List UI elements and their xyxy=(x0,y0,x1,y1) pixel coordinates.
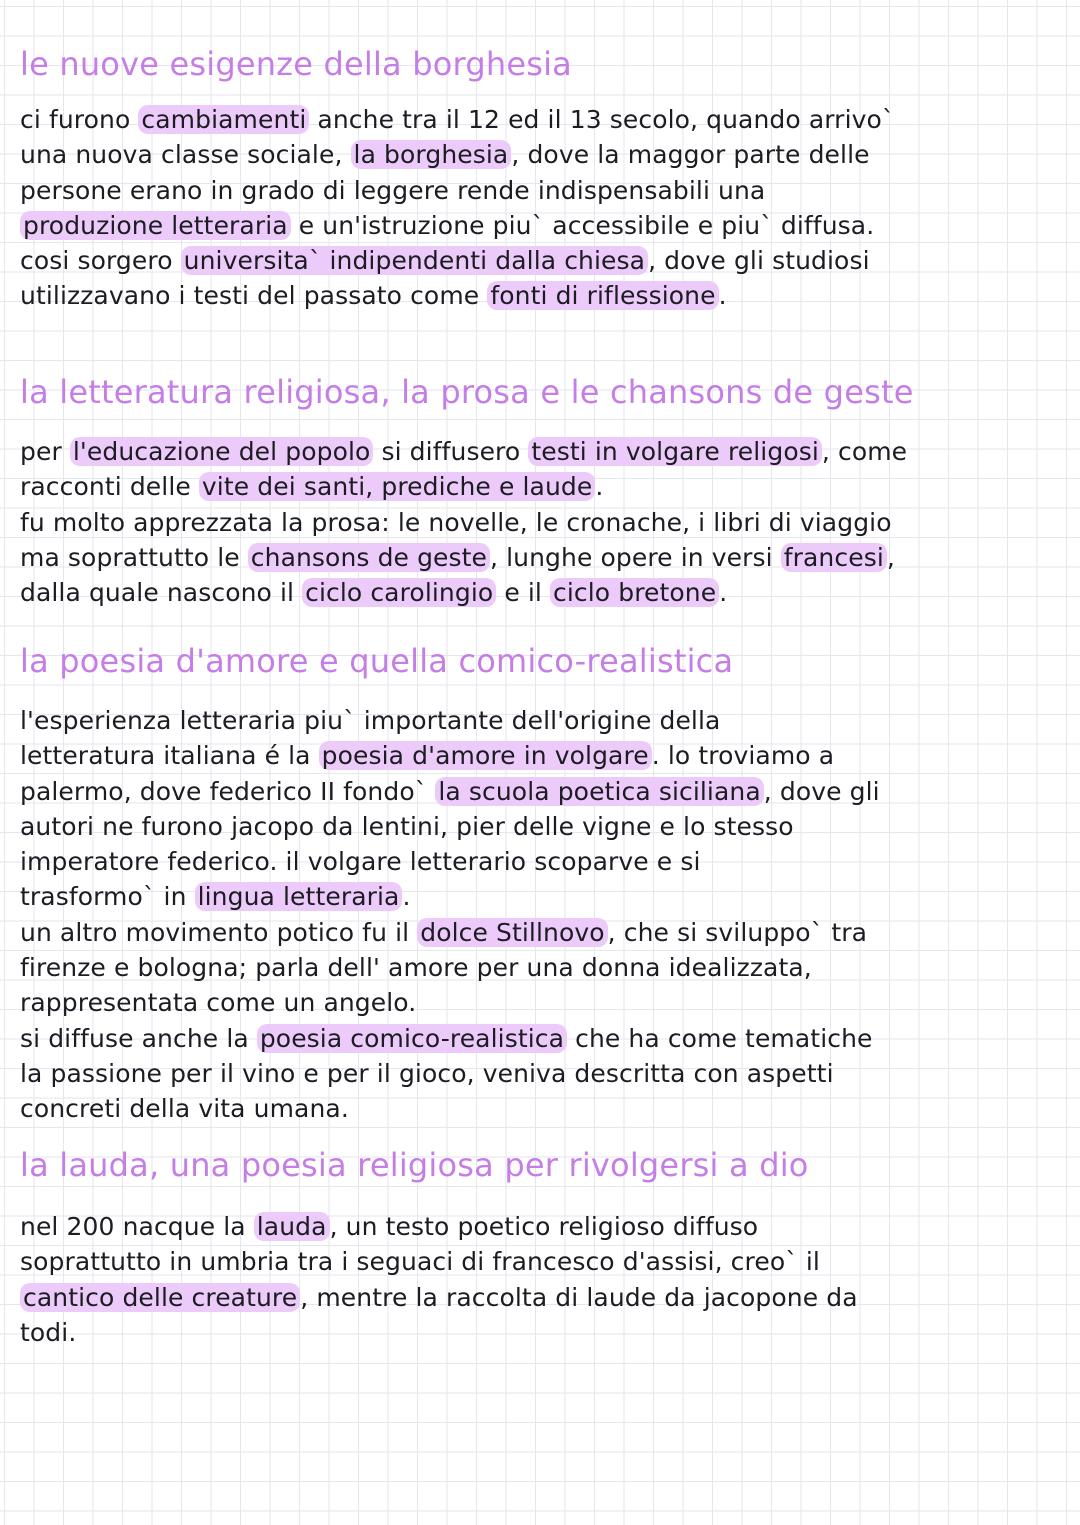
highlighted-text: produzione letteraria xyxy=(20,211,291,240)
text-segment: si diffusero xyxy=(373,437,529,466)
highlighted-text: testi in volgare religosi xyxy=(528,437,822,466)
text-line xyxy=(20,102,1065,137)
highlighted-text: l'educazione del popolo xyxy=(70,437,374,466)
text-segment: , come xyxy=(821,437,908,466)
text-segment: , mentre la raccolta di laude da jacopone da xyxy=(300,1282,858,1312)
text-line xyxy=(20,469,1065,504)
text-segment: , dove gli studiosi xyxy=(648,246,870,276)
text-segment: fu molto apprezzata la prosa: le novelle, le cronache, i libri di viaggio xyxy=(20,507,892,537)
text-line xyxy=(20,774,1065,809)
section-body xyxy=(20,1209,1065,1350)
text-segment: soprattutto in umbria tra i seguaci di francesco d'assisi, creo` il xyxy=(20,1247,820,1277)
highlighted-text: poesia d'amore in volgare xyxy=(319,741,652,770)
text-segment: autori ne furono jacopo da lentini, pier delle vigne e lo stesso xyxy=(20,811,794,841)
text-segment: nel 200 nacque la xyxy=(20,1212,254,1241)
text-line xyxy=(20,915,1065,950)
text-segment: rappresentata come un angelo. xyxy=(20,988,417,1018)
text-line xyxy=(20,985,1065,1020)
text-segment: firenze e bologna; parla dell' amore per una donna idealizzata, xyxy=(20,953,812,983)
text-line xyxy=(20,1056,1065,1091)
text-line xyxy=(20,1091,1065,1126)
text-segment: . xyxy=(402,882,411,912)
text-line xyxy=(20,1280,1065,1315)
text-line xyxy=(20,879,1065,914)
text-segment: concreti della vita umana. xyxy=(20,1094,349,1124)
section-borghesia xyxy=(20,44,1065,314)
text-line xyxy=(20,540,1065,575)
highlighted-text: cantico delle creature xyxy=(20,1283,300,1312)
text-segment: letteratura italiana é la xyxy=(20,741,319,771)
highlighted-text: la scuola poetica siciliana xyxy=(435,777,763,806)
text-segment: , dove gli xyxy=(763,776,880,806)
text-segment: persone erano in grado di leggere rende indispensabili una xyxy=(20,175,766,205)
text-line xyxy=(20,208,1065,243)
highlighted-text: fonti di riflessione xyxy=(487,281,718,310)
text-segment: , un testo poetico religioso diffuso xyxy=(329,1212,759,1241)
text-segment: . xyxy=(719,578,728,608)
section-heading: la poesia d'amore e quella comico-realistica xyxy=(20,642,734,680)
text-line xyxy=(20,434,1065,469)
section-body xyxy=(20,703,1065,1127)
text-segment: ma soprattutto le xyxy=(20,542,248,572)
text-segment: . xyxy=(718,281,727,311)
text-segment: palermo, dove federico II fondo` xyxy=(20,776,436,806)
highlighted-text: la borghesia xyxy=(351,140,512,169)
highlighted-text: chansons de geste xyxy=(248,543,490,572)
section-letteratura-religiosa xyxy=(20,372,1065,610)
highlighted-text: ciclo carolingio xyxy=(302,578,496,607)
text-segment: todi. xyxy=(20,1317,77,1347)
text-segment: che ha come tematiche xyxy=(567,1023,873,1053)
text-line xyxy=(20,1244,1065,1279)
section-heading: la lauda, una poesia religiosa per rivolgersi a dio xyxy=(20,1146,809,1184)
text-line xyxy=(20,1021,1065,1056)
text-segment: un altro movimento potico fu il xyxy=(20,917,418,947)
text-segment: utilizzavano i testi del passato come xyxy=(20,281,488,311)
text-line xyxy=(20,137,1065,172)
text-segment: , che si sviluppo` tra xyxy=(607,917,868,947)
highlighted-text: poesia comico-realistica xyxy=(257,1024,567,1053)
text-segment: ci furono xyxy=(20,105,139,134)
text-line xyxy=(20,505,1065,540)
text-segment: cosi sorgero xyxy=(20,246,181,276)
text-segment: , xyxy=(886,542,895,572)
highlighted-text: cambiamenti xyxy=(138,105,309,134)
highlighted-text: lingua letteraria xyxy=(195,882,403,911)
section-heading: le nuove esigenze della borghesia xyxy=(20,45,572,83)
text-line xyxy=(20,1209,1065,1244)
text-segment: e un'istruzione piu` accessibile e piu` diffusa. xyxy=(290,210,875,240)
text-segment: imperatore federico. il volgare letterario scoparve e si xyxy=(20,847,701,877)
highlighted-text: francesi xyxy=(781,543,887,572)
text-segment: una nuova classe sociale, xyxy=(20,140,351,170)
text-line xyxy=(20,1315,1065,1350)
section-lauda xyxy=(20,1145,1065,1350)
highlighted-text: dolce Stillnovo xyxy=(417,918,607,947)
text-segment: , lunghe opere in versi xyxy=(490,542,781,572)
section-poesia-amore xyxy=(20,641,1065,1127)
text-segment: dalla quale nascono il xyxy=(20,578,303,608)
text-segment: anche tra il 12 ed il 13 secolo, quando arrivo` xyxy=(309,105,895,134)
section-body xyxy=(20,102,1065,314)
text-segment: la passione per il vino e per il gioco, veniva descritta con aspetti xyxy=(20,1058,834,1088)
text-line xyxy=(20,243,1065,278)
text-segment: per xyxy=(20,437,70,466)
section-heading: la letteratura religiosa, la prosa e le chansons de geste xyxy=(20,373,914,411)
text-segment: si diffuse anche la xyxy=(20,1023,257,1053)
text-segment: racconti delle xyxy=(20,472,199,502)
text-line xyxy=(20,738,1065,773)
highlighted-text: lauda xyxy=(254,1212,330,1241)
highlighted-text: universita` indipendenti dalla chiesa xyxy=(181,246,648,275)
highlighted-text: vite dei santi, prediche e laude xyxy=(199,472,595,501)
text-segment: l'esperienza letteraria piu` importante dell'origine della xyxy=(20,706,721,735)
text-segment: e il xyxy=(496,578,550,608)
text-line xyxy=(20,809,1065,844)
text-segment: . xyxy=(595,472,604,502)
text-segment: trasformo` in xyxy=(20,882,195,912)
text-line xyxy=(20,173,1065,208)
text-line xyxy=(20,703,1065,738)
text-segment: . lo troviamo a xyxy=(651,741,835,771)
text-line xyxy=(20,575,1065,610)
section-body xyxy=(20,434,1065,610)
text-line xyxy=(20,278,1065,313)
text-line xyxy=(20,844,1065,879)
text-line xyxy=(20,950,1065,985)
highlighted-text: ciclo bretone xyxy=(550,578,719,607)
text-segment: , dove la maggor parte delle xyxy=(511,140,870,170)
